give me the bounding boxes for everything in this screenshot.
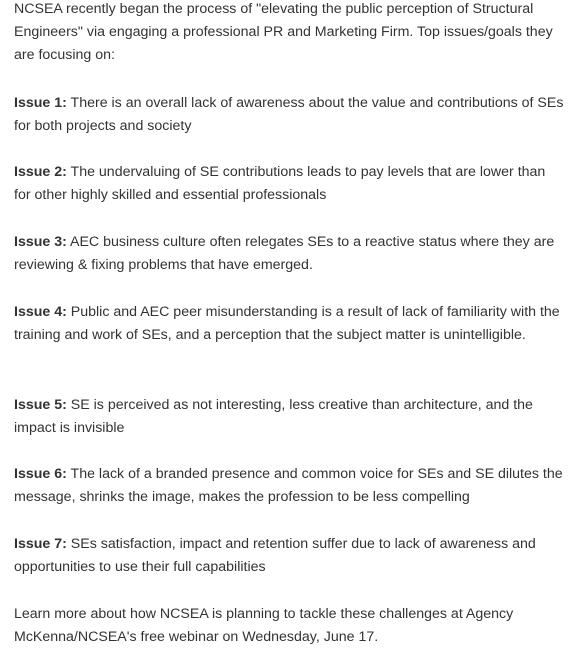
issue-paragraph-5 bbox=[14, 394, 565, 440]
issue-label-4: Issue 4: bbox=[14, 304, 67, 320]
issue-text-7: SEs satisfaction, impact and retention suffer due to lack of awareness and opportunities to use their full capabilities bbox=[14, 536, 536, 575]
issue-label-6: Issue 6: bbox=[14, 466, 67, 482]
issue-paragraph-1 bbox=[14, 92, 565, 138]
intro-paragraph: NCSEA recently began the process of "elevating the public perception of Structural Engineers" via engaging a professional PR and Marketing Firm. Top issues/goals they are focusing on: bbox=[14, 1, 553, 63]
issue-text-3: AEC business culture often relegates SEs to a reactive status where they are reviewing & fixing problems that have emerged. bbox=[14, 234, 555, 273]
issue-label-3: Issue 3: bbox=[14, 234, 67, 250]
issue-label-1: Issue 1: bbox=[14, 95, 67, 111]
outro-paragraph: Learn more about how NCSEA is planning to tackle these challenges at Agency McKenna/NCSEA's free webinar on Wednesday, June 17. bbox=[14, 606, 514, 645]
issue-text-2: The undervaluing of SE contributions leads to pay levels that are lower than for other highly skilled and essential professionals bbox=[14, 164, 546, 203]
issue-paragraph-3 bbox=[14, 231, 565, 277]
issue-label-2: Issue 2: bbox=[14, 164, 67, 180]
issue-text-6: The lack of a branded presence and common voice for SEs and SE dilutes the message, shrinks the image, makes the profession to be less compelling bbox=[14, 466, 563, 505]
issue-text-4: Public and AEC peer misunderstanding is a result of lack of familiarity with the training and work of SEs, and a perception that the subject matter is unintelligible. bbox=[14, 304, 560, 343]
issue-text-1: There is an overall lack of awareness about the value and contributions of SEs for both projects and society bbox=[14, 95, 564, 134]
issue-paragraph-4 bbox=[14, 301, 565, 347]
issue-text-5: SE is perceived as not interesting, less creative than architecture, and the impact is invisible bbox=[14, 397, 533, 436]
issue-label-5: Issue 5: bbox=[14, 397, 67, 413]
issue-paragraph-7 bbox=[14, 533, 565, 579]
issue-paragraph-6 bbox=[14, 463, 565, 509]
issue-label-7: Issue 7: bbox=[14, 536, 67, 552]
issue-paragraph-2 bbox=[14, 161, 565, 207]
